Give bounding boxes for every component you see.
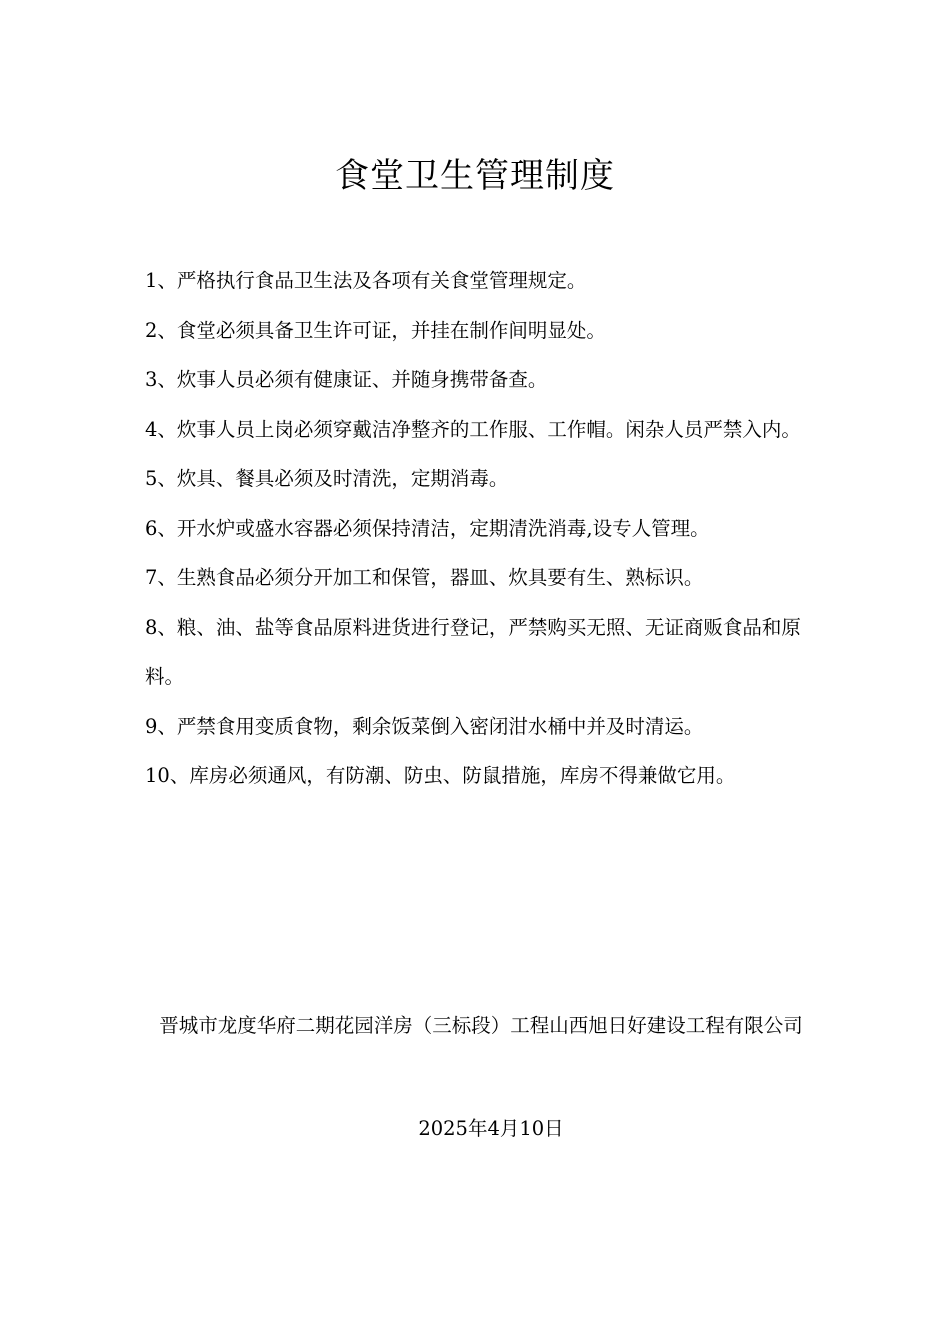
rule-item: 3、炊事人员必须有健康证、并随身携带备查。 xyxy=(145,368,548,391)
rule-item: 4、炊事人员上岗必须穿戴洁净整齐的工作服、工作帽。闲杂人员严禁入内。 xyxy=(145,417,801,441)
page-title: 食堂卫生管理制度 xyxy=(335,156,615,196)
rule-item: 6、开水炉或盛水容器必须保持清洁，定期清洗消毒,设专人管理。 xyxy=(145,516,710,540)
rule-item: 7、生熟食品必须分开加工和保管，器皿、炊具要有生、熟标识。 xyxy=(145,566,704,589)
rule-item: 2、食堂必须具备卫生许可证，并挂在制作间明显处。 xyxy=(145,318,606,342)
rule-item: 5、炊具、餐具必须及时清洗，定期消毒。 xyxy=(145,467,509,490)
issue-date: 2025年4月10日 xyxy=(418,1117,564,1140)
rule-item: 9、严禁食用变质食物，剩余饭菜倒入密闭泔水桶中并及时清运。 xyxy=(145,714,704,738)
rule-item: 10、库房必须通风，有防潮、防虫、防鼠措施，库房不得兼做它用。 xyxy=(145,764,736,787)
rule-item: 1、严格执行食品卫生法及各项有关食堂管理规定。 xyxy=(145,269,587,292)
rule-item: 8、粮、油、盐等食品原料进货进行登记，严禁购买无照、无证商贩食品和原料。 xyxy=(145,615,801,688)
issuing-organization: 晋城市龙度华府二期花园洋房（三标段）工程山西旭日好建设工程有限公司 xyxy=(159,1014,803,1037)
rules-list xyxy=(145,256,817,801)
